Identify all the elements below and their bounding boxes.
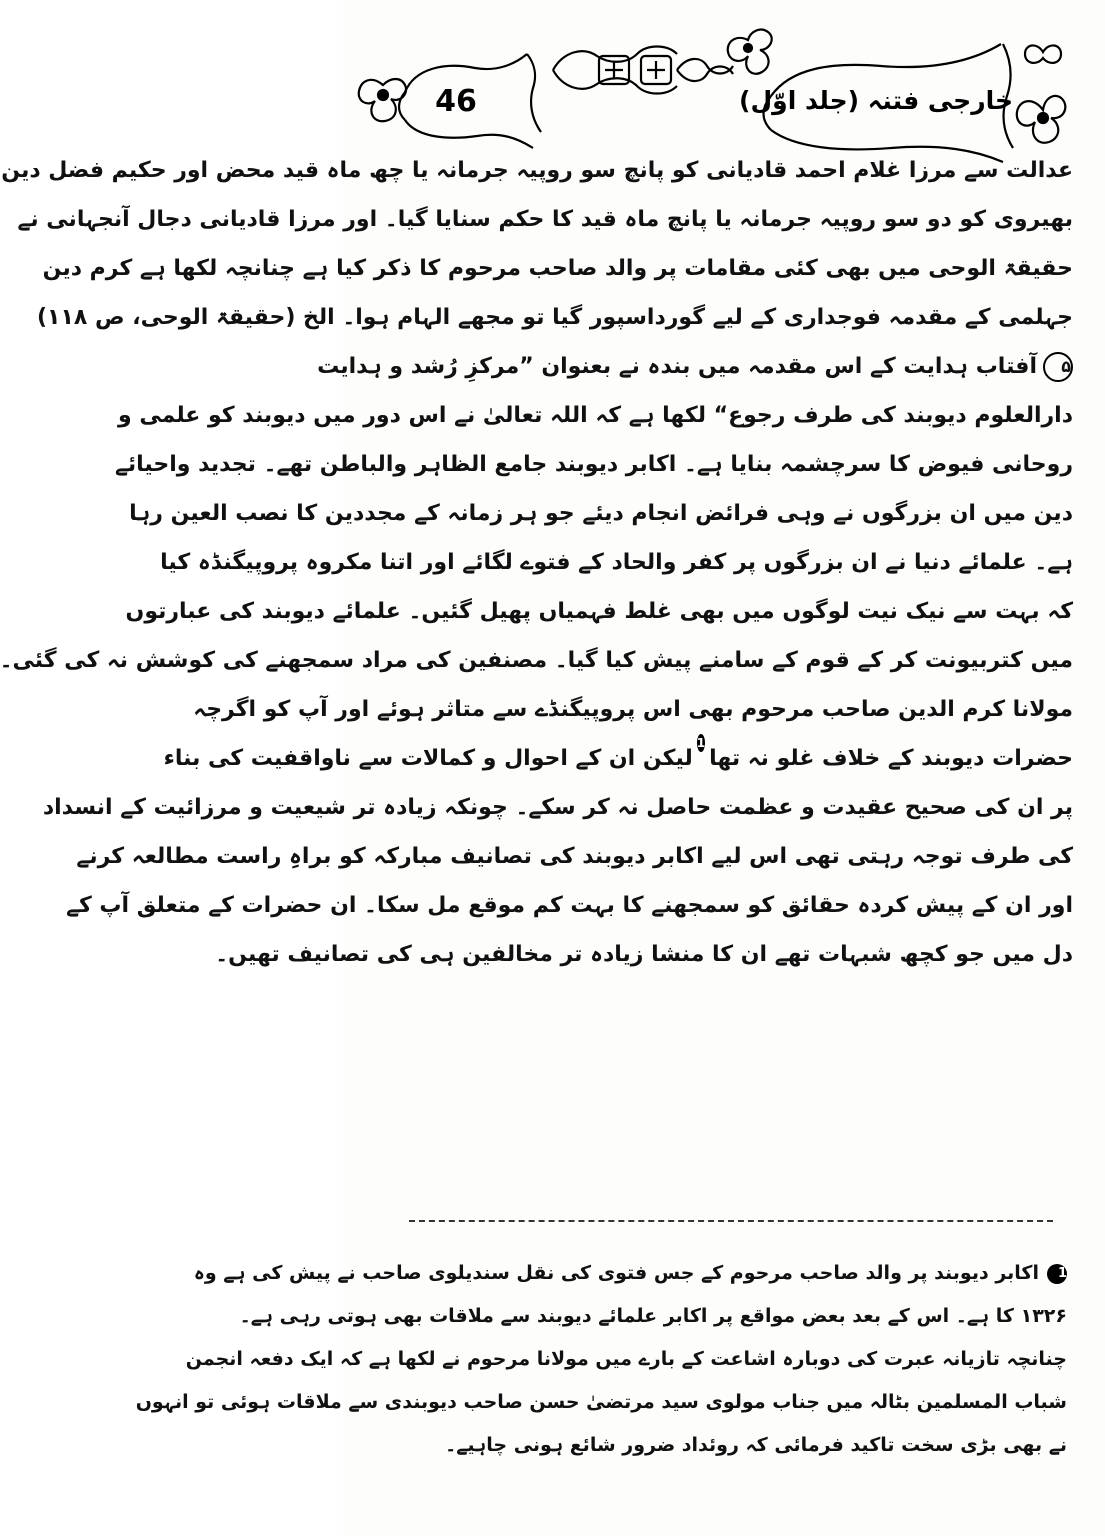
- text-line: جہلمی کے مقدمہ فوجداری کے لیے گورداسپور گیا تو مجھے الہام ہوا۔ الخ (حقیقۃ الوحی، ص ۱۱۸): [36, 305, 1073, 330]
- footnote-marker-1: 1: [1047, 1264, 1067, 1284]
- text-line: دین میں ان بزرگوں نے وہی فرائض انجام دیئے جو ہر زمانہ کے مجددین کا نصب العین رہا: [129, 501, 1073, 526]
- running-title: خارجی فتنہ (جلد اوّل): [739, 86, 1013, 115]
- footnote-line: نے بھی بڑی سخت تاکید فرمائی کہ روئداد ضرور شائع ہونی چاہیے۔: [445, 1434, 1067, 1456]
- footnote-line: ۱۳۲۶ کا ہے۔ اس کے بعد بعض مواقع پر اکابر علمائے دیوبند سے ملاقات بھی ہوتی رہی ہے۔: [239, 1305, 1067, 1327]
- header-ornament: [343, 0, 1105, 150]
- page-header: [343, 0, 1105, 150]
- text-line: دارالعلوم دیوبند کی طرف رجوع“ لکھا ہے کہ اللہ تعالیٰ نے اس دور میں دیوبند کو علمی و: [117, 403, 1073, 428]
- footnote: [135, 1252, 1067, 1467]
- text-line: اور ان کے پیش کردہ حقائق کو سمجھنے کا بہت کم موقع مل سکا۔ ان حضرات کے متعلق آپ کے: [66, 893, 1073, 918]
- text-line: کی طرف توجہ رہتی تھی اس لیے اکابر دیوبند کی تصانیف مبارکہ کو براہِ راست مطالعہ کرنے: [76, 844, 1073, 869]
- footnote-line: شباب المسلمین بٹالہ میں جناب مولوی سید مرتضیٰ حسن صاحب دیوبندی سے ملاقات ہوئی تو انہوں: [135, 1391, 1067, 1413]
- text-line-with-footnote-ref: [163, 734, 1073, 783]
- footnote-divider: [409, 1220, 1053, 1222]
- section-marker-5: ۵: [1043, 352, 1073, 382]
- page-number: 46: [435, 84, 477, 119]
- text-line: آفتاب ہدایت کے اس مقدمہ میں بندہ نے بعنوان ”مرکزِ رُشد و ہدایت: [317, 354, 1037, 379]
- footnote-line-with-marker: [193, 1252, 1067, 1295]
- text-line: پر ان کی صحیح عقیدت و عظمت حاصل نہ کر سکے۔ چونکہ زیادہ تر شیعیت و مرزائیت کے انسداد: [42, 795, 1073, 820]
- text-line: مولانا کرم الدین صاحب مرحوم بھی اس پروپیگنڈے سے متاثر ہوئے اور آپ کو اگرچہ: [193, 697, 1073, 722]
- text-segment: حضرات دیوبند کے خلاف غلو نہ تھا: [709, 746, 1073, 771]
- text-line: عدالت سے مرزا غلام احمد قادیانی کو پانچ سو روپیہ جرمانہ یا چھ ماہ قید محض اور حکیم فضل دین: [1, 158, 1073, 183]
- text-segment: لیکن ان کے احوال و کمالات سے ناواقفیت کی بناء: [163, 746, 693, 771]
- footnote-line: چنانچہ تازیانہ عبرت کی دوبارہ اشاعت کے بارے میں مولانا مرحوم نے لکھا ہے کہ ایک دفعہ انجمن: [185, 1348, 1067, 1370]
- footnote-ref-1[interactable]: 1: [696, 736, 706, 750]
- text-line-with-marker: [317, 342, 1073, 391]
- text-line: بھیروی کو دو سو روپیہ جرمانہ یا پانچ ماہ قید کا حکم سنایا گیا۔ اور مرزا قادیانی دجال آنجہانی نے: [17, 207, 1073, 232]
- text-line: حقیقۃ الوحی میں بھی کئی مقامات پر والد صاحب مرحوم کا ذکر کیا ہے چنانچہ لکھا ہے کرم دین: [42, 256, 1073, 281]
- text-line: کہ بہت سے نیک نیت لوگوں میں بھی غلط فہمیاں پھیل گئیں۔ علمائے دیوبند کی عبارتوں: [125, 599, 1073, 624]
- text-line: میں کتربیونت کر کے قوم کے سامنے پیش کیا گیا۔ مصنفین کی مراد سمجھنے کی کوشش نہ کی گئی۔: [0, 648, 1073, 673]
- text-line: دل میں جو کچھ شبہات تھے ان کا منشا زیادہ تر مخالفین ہی کی تصانیف تھیں۔: [215, 942, 1073, 967]
- text-line: روحانی فیوض کا سرچشمہ بنایا ہے۔ اکابر دیوبند جامع الظاہر والباطن تھے۔ تجدید واحیائے: [115, 452, 1073, 477]
- text-line: ہے۔ علمائے دنیا نے ان بزرگوں پر کفر والحاد کے فتوے لگائے اور اتنا مکروہ پروپیگنڈہ کیا: [160, 550, 1073, 575]
- footnote-line: اکابر دیوبند پر والد صاحب مرحوم کے جس فتوی کی نقل سندیلوی صاحب نے پیش کی ہے وہ: [193, 1262, 1039, 1284]
- body-text: [0, 146, 1073, 979]
